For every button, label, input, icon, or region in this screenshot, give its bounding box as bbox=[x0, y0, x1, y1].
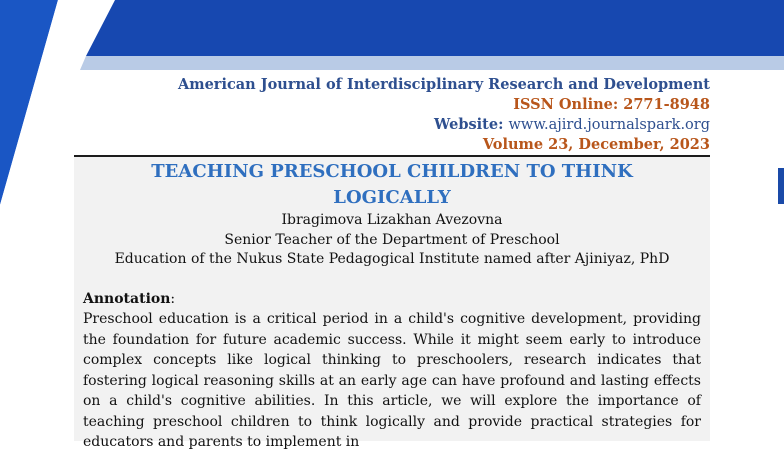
annotation-heading bbox=[83, 290, 701, 310]
author-affiliation: Education of the Nukus State Pedagogical Institute named after Ajiniyaz, PhD bbox=[114, 251, 670, 267]
article-body bbox=[74, 157, 710, 450]
author-name: Ibragimova Lizakhan Avezovna bbox=[281, 212, 503, 228]
header-banner bbox=[0, 0, 784, 70]
decorative-mark bbox=[778, 168, 784, 204]
article-title: TEACHING PRESCHOOL CHILDREN TO THINK LOGICALLY bbox=[151, 161, 633, 208]
annotation-text: Preschool education is a critical period in a child's cognitive development, providing the foundation for future academic success. While it might seem early to introduce complex concepts like logical thinking to preschoolers, research indicates that fostering logical reasoning skills at an early age can have profound and lasting effects on a child's cognitive abilities. In this article, we will explore the importance of teaching preschool children to think logically and provide practical strategies for educators and parents to implement in bbox=[83, 311, 701, 450]
volume-info: Volume 23, December, 2023 bbox=[482, 136, 710, 153]
journal-title: American Journal of Interdisciplinary Research and Development bbox=[177, 76, 710, 93]
annotation-label: Annotation bbox=[83, 290, 171, 307]
issn: ISSN Online: 2771-8948 bbox=[513, 96, 710, 113]
author-position: Senior Teacher of the Department of Preschool bbox=[224, 231, 560, 248]
website-url[interactable]: www.ajird.journalspark.org bbox=[508, 117, 710, 133]
website bbox=[434, 116, 710, 133]
annotation-colon: : bbox=[170, 290, 176, 307]
website-label: Website: bbox=[434, 116, 504, 133]
